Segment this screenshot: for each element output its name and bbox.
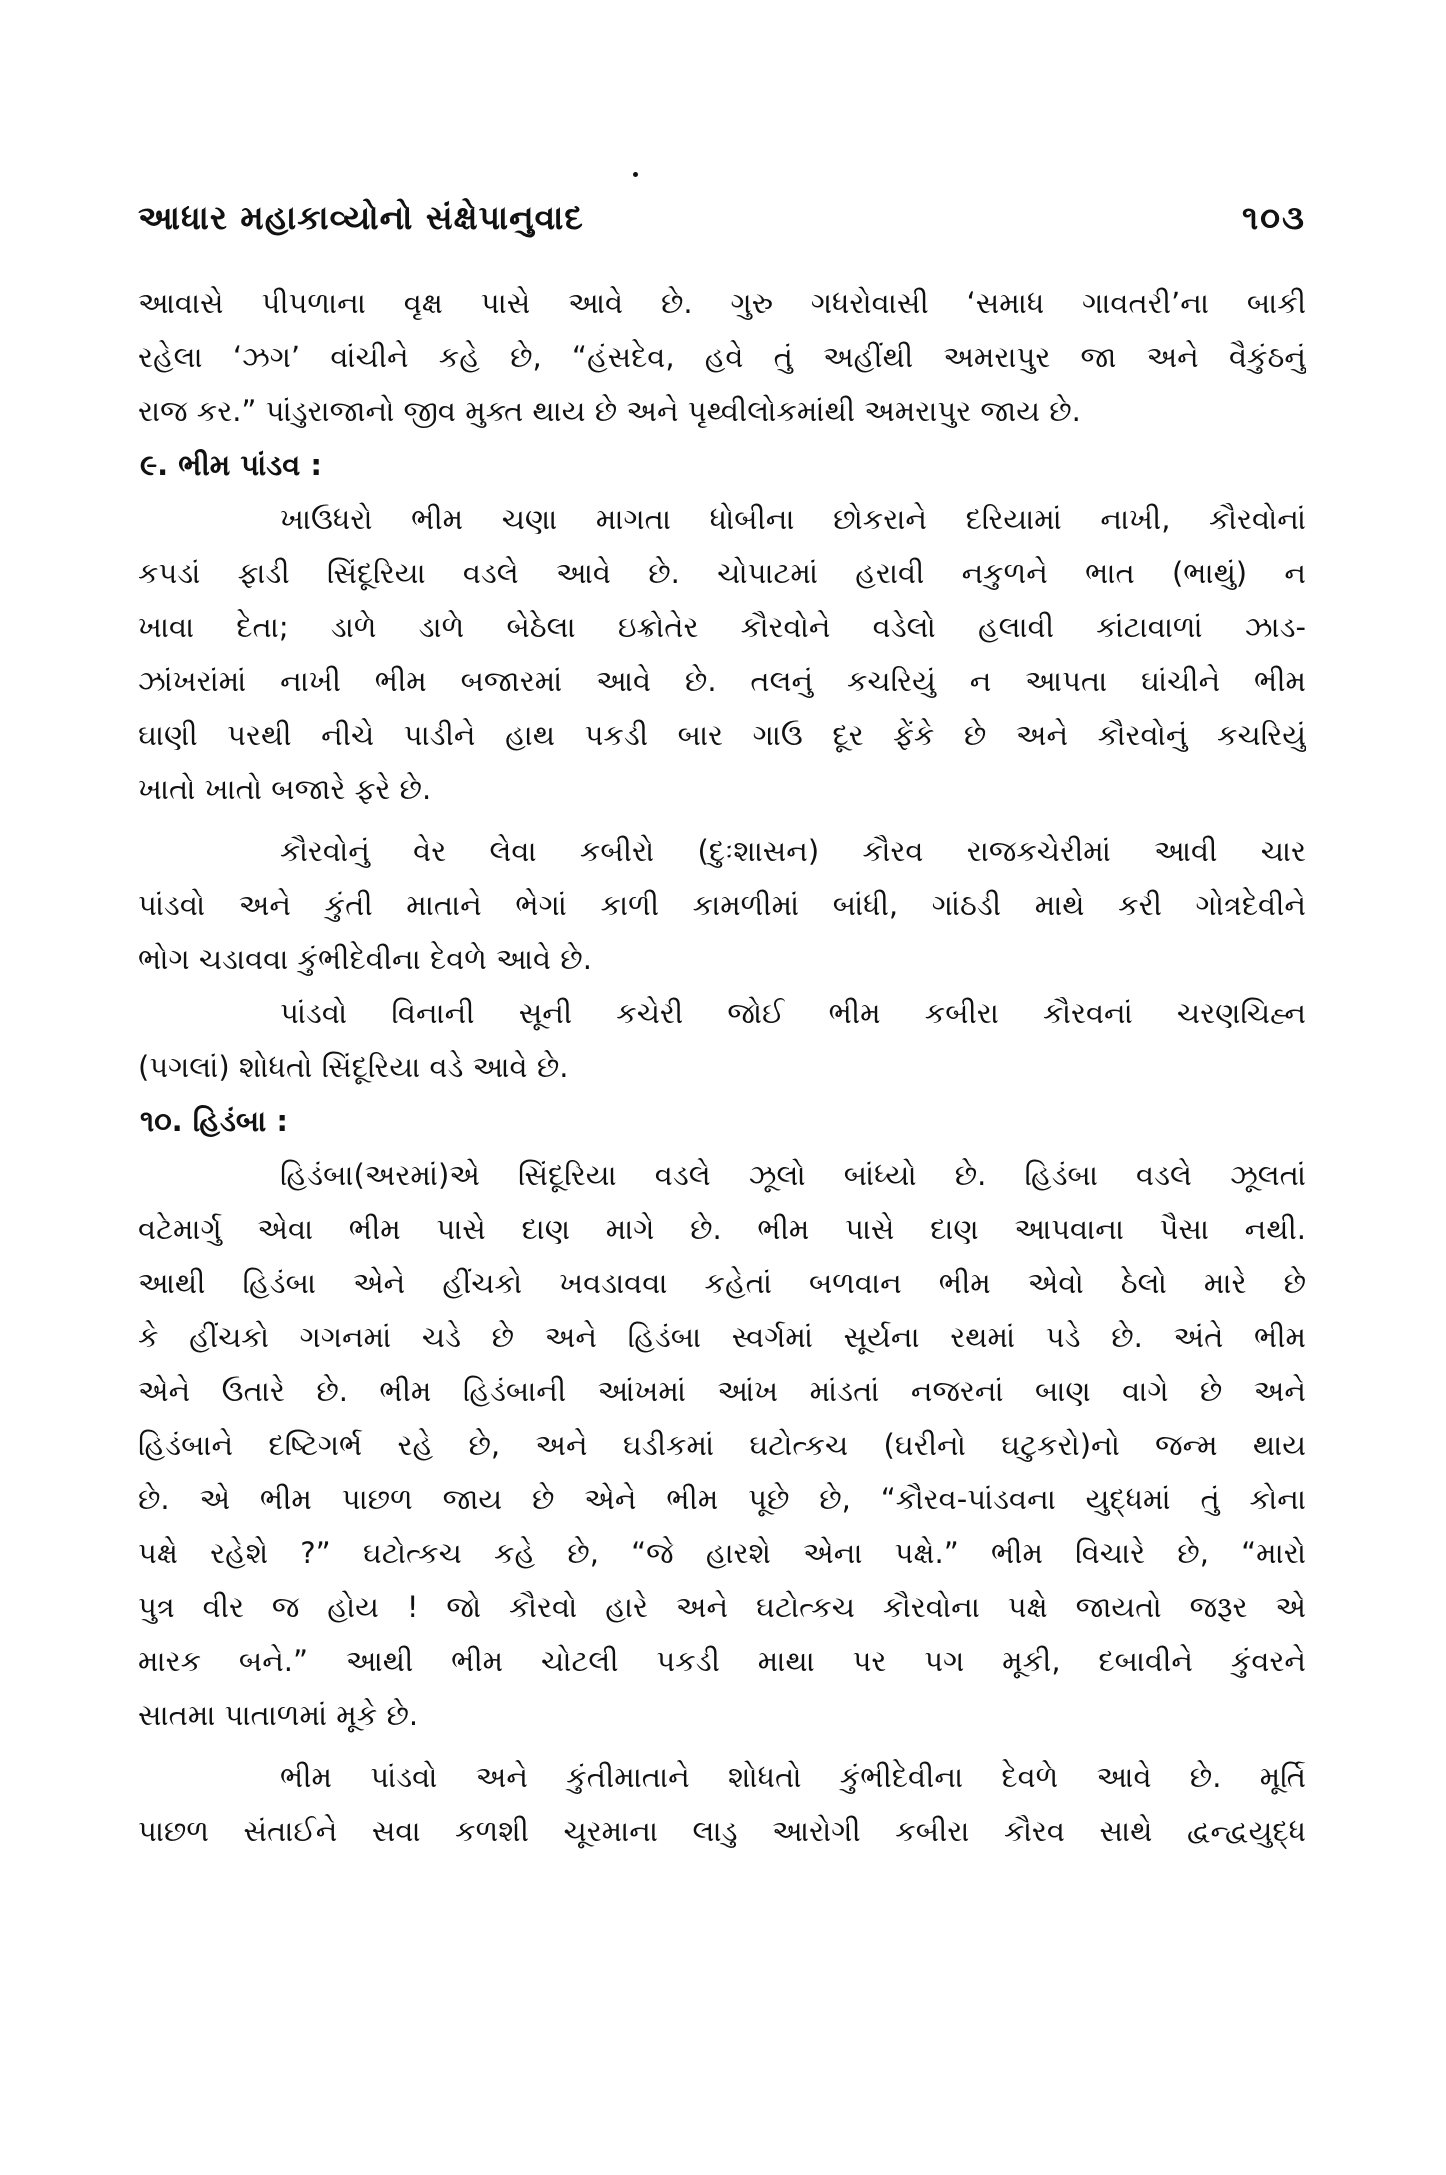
text-line: રાજ કર.” પાંડુરાજાનો જીવ મુક્ત થાય છે અને પૃથ્વીલોકમાંથી અમરાપુર જાય છે. — [138, 394, 1081, 428]
text-line: કૌરવોનું વેર લેવા કબીરો (દુઃશાસન) કૌરવ રાજકચેરીમાં આવી ચાર — [280, 834, 1306, 868]
section-heading-10: ૧૦. હિડંબા : — [140, 1104, 288, 1138]
text-line: ઝાંખરાંમાં નાખી ભીમ બજારમાં આવે છે. તલનું કચરિયું ન આપતા ઘાંચીને ભીમ — [138, 664, 1306, 698]
text-line: ખાવા દેતા; ડાળે ડાળે બેઠેલા ઇક્રોતેર કૌરવોને વડેલો હલાવી કાંટાવાળાં ઝાડ- — [138, 610, 1306, 644]
text-line: પાંડવો વિનાની સૂની કચેરી જોઈ ભીમ કબીરા કૌરવનાં ચરણચિહ્ન — [280, 996, 1306, 1030]
text-line: પુત્ર વીર જ હોય ! જો કૌરવો હારે અને ઘટોત્કચ કૌરવોના પક્ષે જાયતો જરૂર એ — [138, 1590, 1306, 1624]
body-text — [138, 276, 1306, 1858]
text-line: ખાતો ખાતો બજારે ફરે છે. — [138, 772, 432, 806]
text-line: (પગલાં) શોધતો સિંદૂરિયા વડે આવે છે. — [138, 1050, 569, 1084]
text-line: પાછળ સંતાઈને સવા કળશી ચૂરમાના લાડુ આરોગી કબીરા કૌરવ સાથે દ્વન્દ્વયુદ્ધ — [138, 1814, 1306, 1848]
ink-dot — [633, 172, 638, 177]
text-line: છે. એ ભીમ પાછળ જાય છે એને ભીમ પૂછે છે, “કૌરવ-પાંડવના યુદ્ધમાં તું કોના — [138, 1482, 1306, 1516]
text-line: આથી હિડંબા એને હીંચકો ખવડાવવા કહેતાં બળવાન ભીમ એવો ઠેલો મારે છે — [138, 1266, 1306, 1300]
text-line: કપડાં ફાડી સિંદૂરિયા વડલે આવે છે. ચોપાટમાં હરાવી નકુળને ભાત (ભાથું) ન — [138, 556, 1306, 590]
text-line: આવાસે પીપળાના વૃક્ષ પાસે આવે છે. ગુરુ ગધરોવાસી ‘સમાધ ગાવતરી’ના બાકી — [138, 286, 1306, 320]
section-heading-9: ૯. ભીમ પાંડવ : — [140, 448, 322, 482]
text-line: હિડંબા(અરમાં)એ સિંદૂરિયા વડલે ઝૂલો બાંધ્યો છે. હિડંબા વડલે ઝૂલતાં — [280, 1158, 1306, 1192]
text-line: ભોગ ચડાવવા કુંભીદેવીના દેવળે આવે છે. — [138, 942, 592, 976]
text-line: એને ઉતારે છે. ભીમ હિડંબાની આંખમાં આંખ માંડતાં નજરનાં બાણ વાગે છે અને — [138, 1374, 1306, 1408]
text-line: વટેમાર્ગુ એવા ભીમ પાસે દાણ માગે છે. ભીમ પાસે દાણ આપવાના પૈસા નથી. — [138, 1212, 1306, 1246]
text-line: કે હીંચકો ગગનમાં ચડે છે અને હિડંબા સ્વર્ગમાં સૂર્યના રથમાં પડે છે. અંતે ભીમ — [138, 1320, 1306, 1354]
text-line: પક્ષે રહેશે ?” ઘટોત્કચ કહે છે, “જે હારશે એના પક્ષે.” ભીમ વિચારે છે, “મારો — [138, 1536, 1306, 1570]
text-line: ભીમ પાંડવો અને કુંતીમાતાને શોધતો કુંભીદેવીના દેવળે આવે છે. મૂર્તિ — [280, 1760, 1306, 1794]
text-line: ખાઉધરો ભીમ ચણા માગતા ધોબીના છોકરાને દરિયામાં નાખી, કૌરવોનાં — [280, 502, 1306, 536]
text-line: રહેલા ‘ઝગ’ વાંચીને કહે છે, “હંસદેવ, હવે તું અહીંથી અમરાપુર જા અને વૈકુંઠનું — [138, 340, 1306, 374]
text-line: મારક બને.” આથી ભીમ ચોટલી પકડી માથા પર પગ મૂકી, દબાવીને કુંવરને — [138, 1644, 1306, 1678]
page-number: ૧૦૩ — [1241, 198, 1306, 237]
text-line: હિડંબાને દષ્ટિગર્ભ રહે છે, અને ઘડીકમાં ઘટોત્કચ (ઘરીનો ઘટુકરો)નો જન્મ થાય — [138, 1428, 1306, 1462]
text-line: ઘાણી પરથી નીચે પાડીને હાથ પકડી બાર ગાઉ દૂર ફેંકે છે અને કૌરવોનું કચરિયું — [138, 718, 1306, 752]
running-title: આધાર મહાકાવ્યોનો સંક્ષેપાનુવાદ — [138, 198, 584, 237]
text-line: પાંડવો અને કુંતી માતાને ભેગાં કાળી કામળીમાં બાંધી, ગાંઠડી માથે કરી ગોત્રદેવીને — [138, 888, 1306, 922]
text-line: સાતમા પાતાળમાં મૂકે છે. — [138, 1698, 419, 1732]
running-head — [138, 198, 1306, 248]
